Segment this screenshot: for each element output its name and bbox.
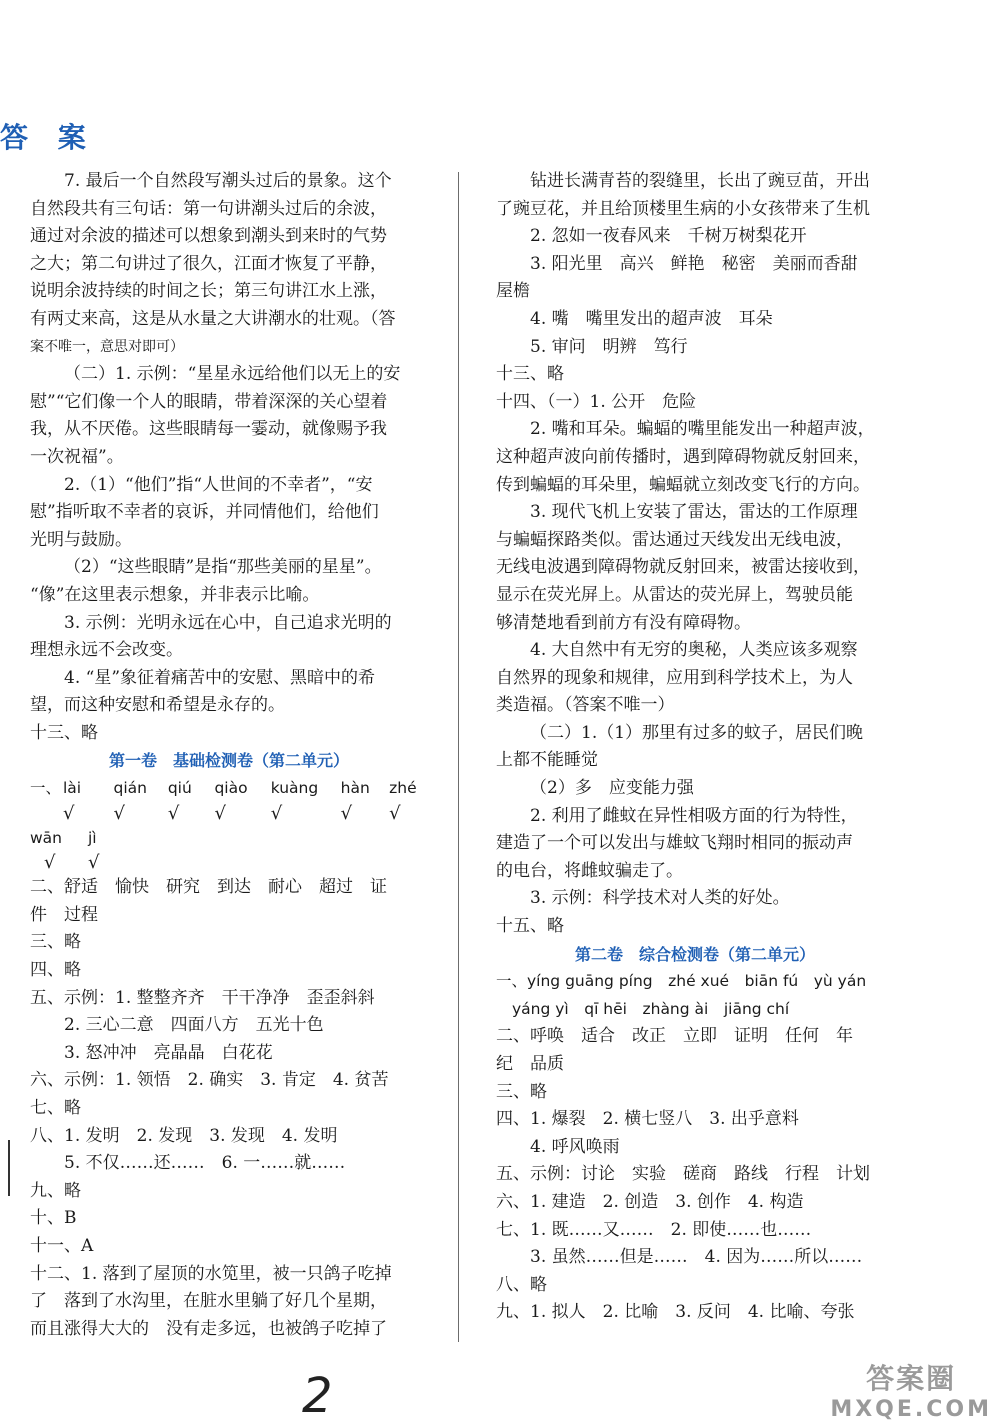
left-column (30, 168, 428, 1343)
pinyin-item: lài (63, 779, 82, 798)
watermark-text: 答案圈 (866, 1362, 957, 1395)
text-line: 七、略 (30, 1098, 81, 1118)
text-line: （2）“这些眼睛”是指“那些美丽的星星”。 (64, 557, 382, 578)
text-line: 我，从不厌倦。这些眼睛每一霎动，就像赐予我 (30, 419, 387, 440)
text-line: 4. 嘴 嘴里发出的超声波 耳朵 (530, 308, 773, 329)
text-line: 十四、（一）1. 公开 危险 (496, 391, 697, 412)
text-line: 的电台，将雌蚊骗走了。 (496, 860, 683, 881)
text-line: （二）1. 示例：“星星永远给他们以无上的安 (64, 364, 401, 385)
text-line: 九、1. 拟人 2. 比喻 3. 反问 4. 比喻、夸张 (496, 1302, 855, 1323)
text-line: 3. 示例：光明永远在心中，自己追求光明的 (64, 612, 392, 633)
check-mark: √ (113, 802, 125, 824)
text-line: 7. 最后一个自然段写潮头过后的景象。这个 (64, 171, 392, 191)
text-line: （2）多 应变能力强 (530, 778, 694, 799)
margin-pen-mark (8, 1140, 10, 1196)
text-line: 3. 示例：科学技术对人类的好处。 (530, 888, 790, 909)
text-line: 五、示例：讨论 实验 磋商 路线 行程 计划 (496, 1164, 870, 1185)
text-line: 四、1. 爆裂 2. 横七竖八 3. 出乎意料 (496, 1109, 799, 1130)
pinyin-item: qiào (214, 779, 248, 798)
pinyin-row: yáng yì qī hēi zhàng ài jiāng chí (512, 999, 790, 1018)
text-line: 六、示例：1. 领悟 2. 确实 3. 肯定 4. 贫苦 (30, 1070, 389, 1091)
text-line: 之大；第二句讲过了很久，江面才恢复了平静， (30, 253, 387, 274)
text-line: 二、舒适 愉快 研究 到达 耐心 超过 证 (30, 877, 387, 898)
text-line: 四、略 (30, 960, 81, 981)
text-line: 显示在荧光屏上。从雷达的荧光屏上，驾驶员能 (496, 584, 853, 605)
pinyin-item: qián (113, 779, 147, 798)
text-line: 十一、A (30, 1235, 94, 1256)
check-mark: √ (389, 802, 401, 824)
text-line: 2. 忽如一夜春风来 千树万树梨花开 (530, 226, 807, 247)
text-line: 理想永远不会改变。 (30, 640, 183, 661)
text-line: 传到蝙蝠的耳朵里，蝙蝠就立刻改变飞行的方向。 (496, 474, 870, 495)
text-line: 自然界的现象和规律，应用到科学技术上，为人 (496, 667, 853, 688)
check-mark: √ (167, 802, 180, 824)
section-title: 第二卷 综合检测卷（第二单元） (574, 944, 815, 964)
text-line: 2. 利用了雌蚊在异性相吸方面的行为特性， (530, 805, 858, 826)
text-line: 这种超声波向前传播时，遇到障碍物就反射回来， (496, 446, 870, 467)
pinyin-item: hàn (340, 779, 370, 798)
text-line: 九、略 (30, 1180, 81, 1201)
check-mark: √ (340, 802, 353, 824)
text-line: 5. 审问 明辨 笃行 (530, 336, 688, 357)
text-line: 十三、略 (30, 722, 98, 743)
pinyin-row (30, 825, 428, 853)
check-mark: √ (44, 852, 56, 874)
text-line: 十三、略 (496, 364, 564, 385)
watermark-logo (830, 1357, 992, 1422)
text-line: 慰”指听取不幸者的哀诉，并同情他们，给他们 (30, 502, 379, 523)
check-mark: √ (63, 802, 75, 824)
text-line: 3. 阳光里 高兴 鲜艳 秘密 美丽而香甜 (530, 253, 858, 274)
text-line: 而且涨得大大的 没有走多远，也被鸽子吃掉了 (30, 1318, 387, 1339)
check-mark: √ (214, 802, 226, 824)
text-line: 五、示例：1. 整整齐齐 干干净净 歪歪斜斜 (30, 987, 375, 1008)
pinyin-row: 一、yíng guāng píng zhé xué biān fú yù yán (496, 972, 867, 991)
text-line: 类造福。（答案不唯一） (496, 695, 675, 716)
check-row (30, 852, 428, 874)
text-line: 八、略 (496, 1274, 547, 1295)
text-line: 与蝙蝠探路类似。雷达通过天线发出无线电波， (496, 529, 853, 550)
text-line: 3. 怒冲冲 亮晶晶 白花花 (64, 1042, 273, 1063)
check-row (30, 803, 428, 825)
text-line: 二、呼唤 适合 改正 立即 证明 任何 年 (496, 1026, 853, 1047)
text-line: 4. 呼风唤雨 (530, 1136, 620, 1157)
text-line: 十二、1. 落到了屋顶的水笕里，被一只鸽子吃掉 (30, 1263, 392, 1284)
text-line: 2. 嘴和耳朵。蝙蝠的嘴里能发出一种超声波， (530, 419, 875, 440)
page-header-title: 答 案 (0, 121, 96, 154)
text-line: 5. 不仅……还…… 6. 一……就…… (64, 1153, 346, 1174)
watermark-url: MXQE.COM (830, 1397, 992, 1422)
text-line: 十五、略 (496, 916, 564, 937)
text-line: 建造了一个可以发出与雄蚊飞翔时相同的振动声 (496, 833, 853, 854)
pinyin-item: kuàng (270, 779, 319, 798)
text-line: 了豌豆花，并且给顶楼里生病的小女孩带来了生机 (496, 198, 870, 219)
text-line: 有两丈来高，这是从水量之大讲潮水的壮观。（答 (30, 308, 396, 329)
text-line: 十、B (30, 1208, 77, 1229)
text-line: 2.（1）“他们”指“人世间的不幸者”，“安 (64, 474, 373, 495)
text-line: 4. “星”象征着痛苦中的安慰、黑暗中的希 (64, 667, 376, 688)
text-line: 无线电波遇到障碍物就反射回来，被雷达接收到， (496, 557, 870, 578)
text-line: 七、1. 既……又…… 2. 即使……也…… (496, 1219, 812, 1240)
text-line: （二）1.（1）那里有过多的蚊子，居民们晚 (530, 722, 864, 743)
column-divider (458, 172, 459, 1342)
right-column (496, 168, 894, 1327)
page-number: 2 (302, 1368, 333, 1424)
text-line: 上都不能睡觉 (496, 750, 598, 771)
text-line: 说明余波持续的时间之长；第三句讲江水上涨， (30, 281, 387, 302)
text-line: 2. 三心二意 四面八方 五光十色 (64, 1015, 324, 1036)
item-prefix: 一、 (30, 779, 62, 798)
text-line: 望，而这种安慰和希望是永存的。 (30, 695, 285, 716)
text-line: 3. 现代飞机上安装了雷达，雷达的工作原理 (530, 502, 858, 523)
text-line: 案不唯一，意思对即可） (30, 338, 184, 355)
text-line: 纪 品质 (496, 1054, 564, 1074)
text-line: 通过对余波的描述可以想象到潮头到来时的气势 (30, 226, 387, 247)
text-line: 钻进长满青苔的裂缝里，长出了豌豆苗，开出 (530, 171, 870, 191)
text-line: 够清楚地看到前方有没有障碍物。 (496, 612, 751, 633)
pinyin-item: qiú (167, 779, 192, 798)
pinyin-item: jì (88, 828, 97, 847)
text-line: 一次祝福”。 (30, 446, 124, 467)
section-title: 第一卷 基础检测卷（第二单元） (108, 751, 349, 771)
check-mark: √ (270, 802, 283, 824)
pinyin-item: wān (30, 828, 62, 847)
text-line: 光明与鼓励。 (30, 529, 132, 550)
text-line: 了 落到了水沟里，在脏水里躺了好几个星期， (30, 1291, 387, 1312)
pinyin-item: zhé (389, 779, 417, 798)
text-line: 屋檐 (496, 281, 530, 302)
text-line: 自然段共有三句话：第一句讲潮头过后的余波， (30, 198, 387, 219)
text-line: 3. 虽然……但是…… 4. 因为……所以…… (530, 1247, 863, 1268)
text-line: 六、1. 建造 2. 创造 3. 创作 4. 构造 (496, 1191, 804, 1212)
text-line: “像”在这里表示想象，并非表示比喻。 (30, 584, 320, 605)
text-line: 三、略 (30, 932, 81, 953)
text-line: 八、1. 发明 2. 发现 3. 发现 4. 发明 (30, 1125, 338, 1146)
text-line: 慰”“它们像一个人的眼睛，带着深深的关心望着 (30, 391, 388, 412)
text-line: 三、略 (496, 1081, 547, 1102)
check-mark: √ (88, 852, 100, 874)
text-line: 4. 大自然中有无穷的奥秘，人类应该多观察 (530, 640, 858, 661)
pinyin-row (30, 775, 428, 803)
text-line: 件 过程 (30, 904, 98, 925)
